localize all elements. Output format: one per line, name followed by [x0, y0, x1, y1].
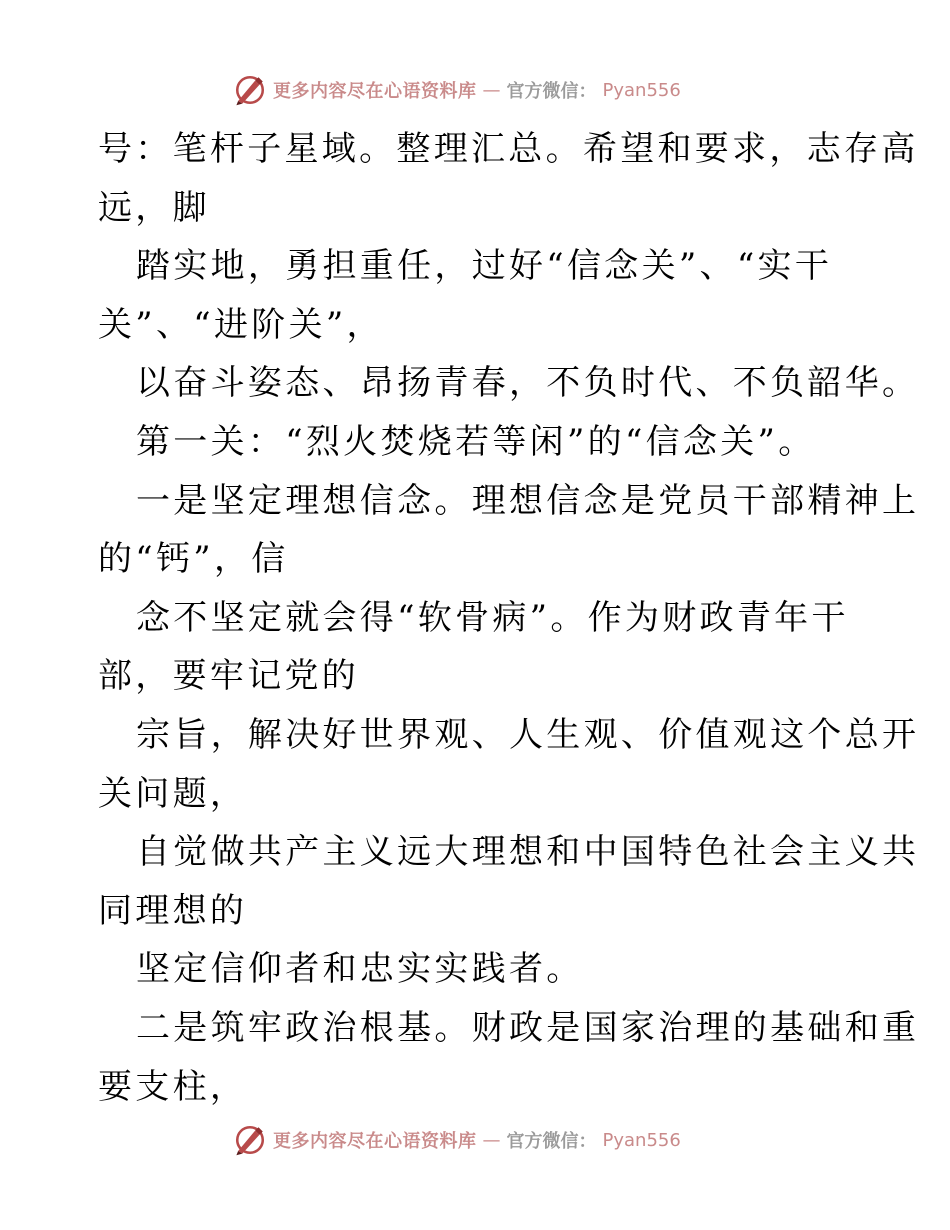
text-line: 宗旨，解决好世界观、人生观、价值观这个总开 [136, 714, 920, 755]
text-line: 坚定信仰者和忠实实践者。 [136, 949, 584, 990]
banner-library-text: 更多内容尽在心语资料库 [273, 81, 477, 102]
text-line: 一是坚定理想信念。理想信念是党员干部精神上 [136, 480, 920, 521]
banner-library-text: 更多内容尽在心语资料库 [273, 1131, 477, 1152]
banner-wechat-label: 官方微信： [506, 81, 597, 102]
banner-wechat-id: Pyan556 [602, 1129, 681, 1151]
text-line: 念不坚定就会得“软骨病”。作为财政青年干 [136, 597, 849, 638]
text-line: 关”、“进阶关”， [98, 304, 384, 345]
footer-banner [233, 1122, 713, 1158]
header-banner [233, 72, 713, 108]
banner-dash: — [482, 1129, 501, 1151]
text-line: 踏实地，勇担重任，过好“信念关”、“实干 [136, 246, 833, 287]
text-line: 号：笔杆子星域。整理汇总。希望和要求，志存高 [98, 129, 919, 169]
document-body [98, 120, 920, 1116]
text-line: 第一关：“烈火焚烧若等闲”的“信念关”。 [136, 421, 816, 462]
banner-dash: — [482, 79, 501, 101]
text-line: 同理想的 [98, 890, 248, 931]
text-line: 远，脚 [98, 187, 210, 228]
banner-wechat-label: 官方微信： [506, 1131, 597, 1152]
pen-circle-logo-icon [233, 73, 267, 107]
text-line: 关问题， [98, 773, 248, 814]
banner-wechat-id: Pyan556 [602, 79, 681, 101]
pen-circle-logo-icon [233, 1123, 267, 1157]
text-line: 以奋斗姿态、昂扬青春，不负时代、不负韶华。 [136, 363, 920, 404]
text-line: 自觉做共产主义远大理想和中国特色社会主义共 [136, 832, 920, 873]
text-line: 的“钙”，信 [98, 539, 289, 580]
text-line: 二是筑牢政治根基。财政是国家治理的基础和重 [136, 1007, 920, 1048]
text-line: 部，要牢记党的 [98, 656, 360, 697]
text-line: 要支柱， [98, 1066, 248, 1107]
